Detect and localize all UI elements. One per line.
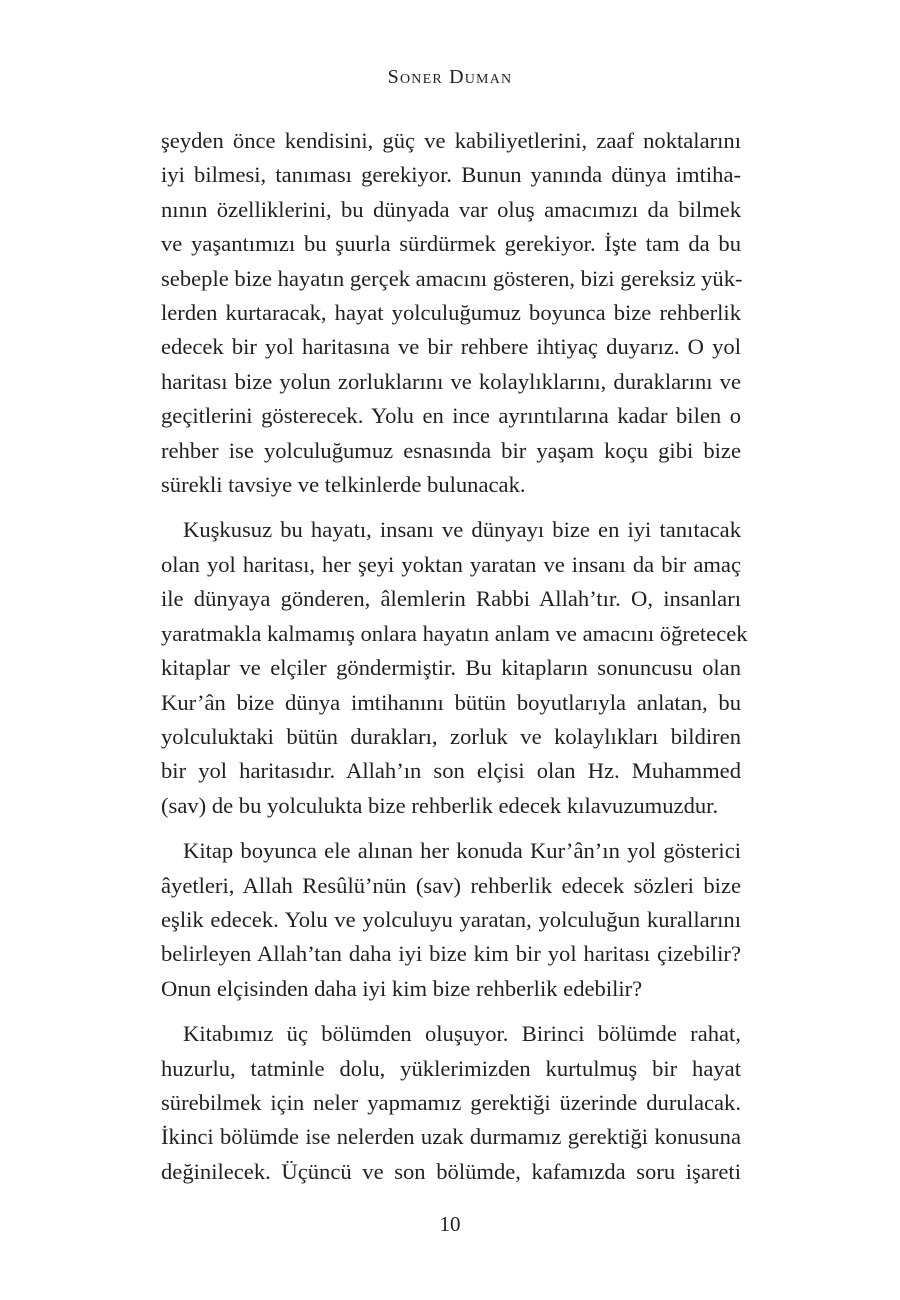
text-line: bir yol haritasıdır. Allah’ın son elçisi olan Hz. Muhammed [161, 758, 741, 784]
paragraph [161, 834, 741, 1006]
body-text [161, 124, 748, 1200]
text-line: nının özelliklerini, bu dünyada var oluş amacımızı da bilmek [161, 196, 741, 222]
text-line: İkinci bölümde ise nelerden uzak durmamız gerektiği konusuna [161, 1124, 741, 1150]
text-line: âyetleri, Allah Resûlü’nün (sav) rehberlik edecek sözleri bize [161, 872, 741, 898]
text-line: geçitlerini gösterecek. Yolu en ince ayrıntılarına kadar bilen o [161, 403, 741, 429]
text-line: eşlik edecek. Yolu ve yolculuyu yaratan, yolculuğun kurallarını [161, 906, 741, 932]
text-line: Kur’ân bize dünya imtihanını bütün boyutlarıyla anlatan, bu [161, 689, 741, 715]
text-line: şeyden önce kendisini, güç ve kabiliyetlerini, zaaf noktalarını [161, 128, 741, 153]
paragraph [161, 1017, 741, 1189]
running-head: Soner Duman [387, 66, 513, 88]
paragraph [161, 124, 741, 502]
text-line: Kitabımız üç bölümden oluşuyor. Birinci bölümde rahat, [183, 1021, 741, 1047]
text-line: iyi bilmesi, tanıması gerekiyor. Bunun yanında dünya imtiha- [161, 162, 741, 188]
text-line: kitaplar ve elçiler göndermiştir. Bu kitapların sonuncusu olan [161, 655, 741, 681]
text-line: huzurlu, tatminle dolu, yüklerimizden kurtulmuş bir hayat [161, 1055, 741, 1081]
text-line: olan yol haritası, her şeyi yoktan yaratan ve insanı da bir amaç [161, 551, 741, 577]
text-line: ve yaşantımızı bu şuurla sürdürmek gerekiyor. İşte tam da bu [161, 231, 741, 257]
text-line: lerden kurtaracak, hayat yolculuğumuz boyunca bize rehberlik [161, 300, 741, 326]
text-line: sebeple bize hayatın gerçek amacını gösteren, bizi gereksiz yük- [161, 265, 743, 291]
text-line: Kuşkusuz bu hayatı, insanı ve dünyayı bize en iyi tanıtacak [183, 517, 741, 543]
text-line: Kitap boyunca ele alınan her konuda Kur’ân’ın yol gösterici [183, 838, 741, 864]
page-number: 10 [439, 1212, 461, 1236]
text-line: edecek bir yol haritasına ve bir rehbere ihtiyaç duyarız. O yol [161, 334, 741, 360]
text-line: sürekli tavsiye ve telkinlerde bulunacak. [161, 472, 526, 498]
text-line: haritası bize yolun zorluklarını ve kolaylıklarını, duraklarını ve [161, 368, 741, 394]
text-line: Onun elçisinden daha iyi kim bize rehberlik edebilir? [161, 975, 643, 1001]
text-line: ile dünyaya gönderen, âlemlerin Rabbi Allah’tır. O, insanları [161, 586, 741, 612]
text-line: yaratmakla kalmamış onlara hayatın anlam ve amacını öğretecek [161, 620, 748, 646]
paragraph [161, 513, 748, 823]
text-line: değinilecek. Üçüncü ve son bölümde, kafamızda soru işareti [161, 1158, 741, 1184]
text-line: belirleyen Allah’tan daha iyi bize kim bir yol haritası çizebilir? [161, 941, 741, 967]
text-line: yolculuktaki bütün durakları, zorluk ve kolaylıkları bildiren [161, 723, 741, 749]
text-line: rehber ise yolculuğumuz esnasında bir yaşam koçu gibi bize [161, 437, 741, 463]
text-line: (sav) de bu yolculukta bize rehberlik edecek kılavuzumuzdur. [161, 792, 719, 818]
text-line: sürebilmek için neler yapmamız gerektiği üzerinde durulacak. [161, 1089, 741, 1115]
